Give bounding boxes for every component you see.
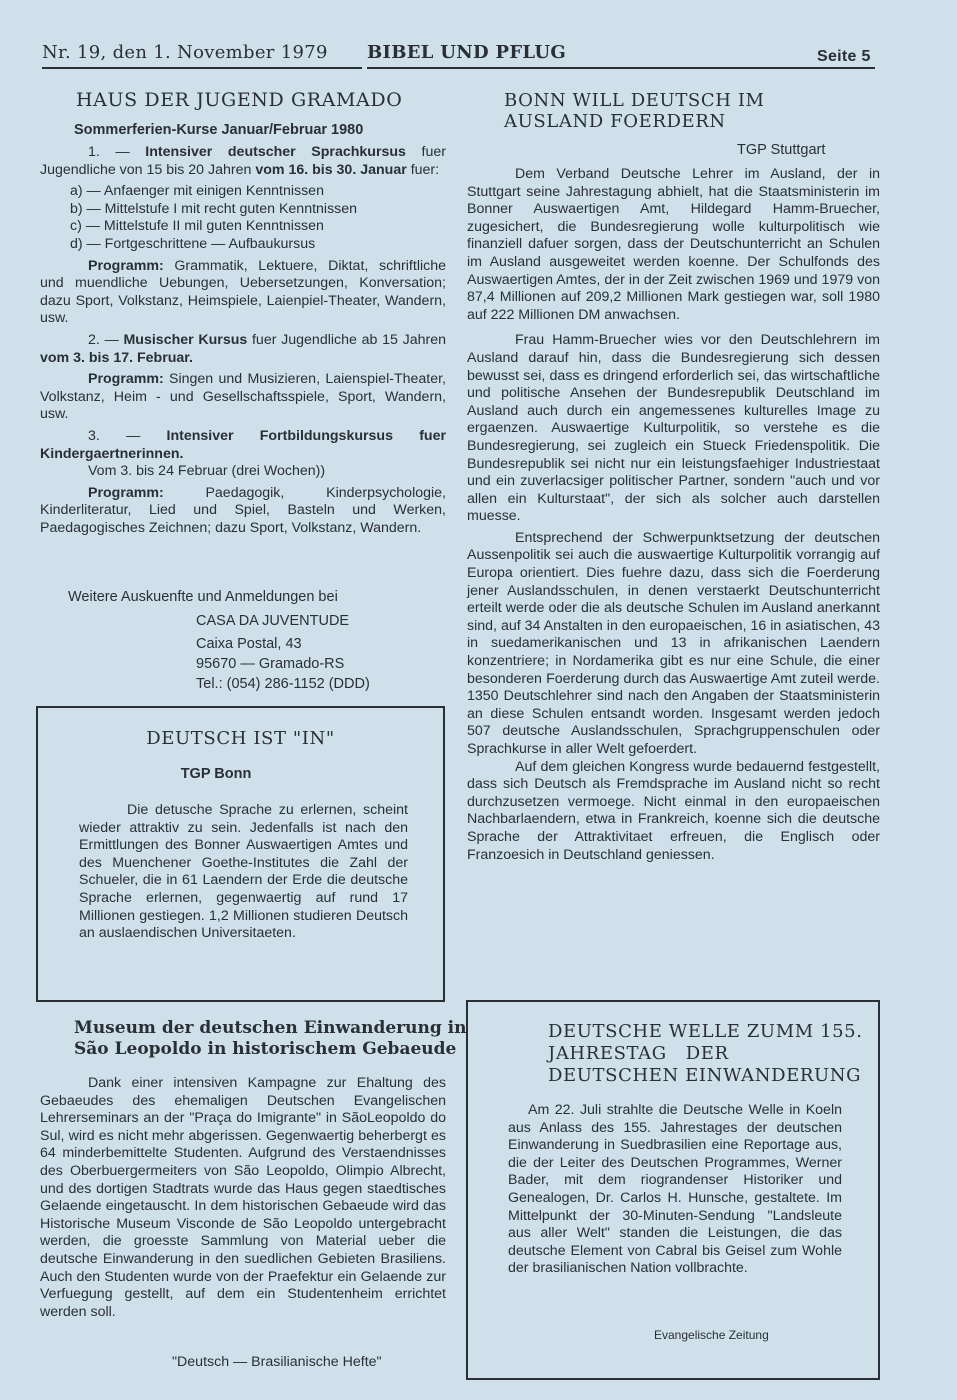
article-title: HAUS DER JUGEND GRAMADO [76,89,403,111]
box-border-left [466,1000,468,1380]
program-text: Singen und Musizieren, Laienspiel-Theater, Volkstanz, Heim - und Gesellschaftsspiele, Sport, Wandern, usw. [40,371,446,423]
course-3 [40,428,446,463]
program-2 [40,371,446,424]
bonn-body [467,166,880,864]
course-number: 2. — [88,331,124,348]
program-1 [40,258,446,328]
info-line: Weitere Auskuenfte und Anmeldungen bei [68,589,338,605]
address-line: CASA DA JUVENTUDE [196,613,350,629]
level-item: a) — Anfaenger mit einigen Kenntnissen [70,183,324,200]
address-line: Tel.: (054) 286-1152 (DDD) [196,676,370,692]
museum-text: Dank einer intensiven Kampagne zur Ehaltung des Gebaeudes des ehemaligen Deutschen Evangelischen Lehrerseminars an der "Praça do Imigrante" in SãoLeopoldo do Sul, wird es nicht mehr abgerissen. Gegenwaertig beherbergt es 64 minderbemittelte Studenten. Aufgrund des Verstaendnisses des Oberbuergermeiters von São Leopoldo, Olimpio Albrecht, und des dortigen Stadtrats wurde das Haus gegen staedtisches Gelaende eingetauscht. In dem historischen Gebaeude wird das Historische Museum Visconde de São Leopoldo untergebracht werden, die groesste Sammlung von Material ueber die deutsche Einwanderung in den suedlichen Gebieten Brasiliens. Auch den Studenten wurde von der Praefektur ein Gelaende zur Verfuegung gestellt, auf dem ein Studentenheim errichtet werden soll. [40,1075,446,1320]
bonn-paragraph: Entsprechend der Schwerpunktsetzung der deutschen Aussenpolitik sei auch die auswaertige Kulturpolitik vorrangig auf Europa orientiert. Dies fuehre dazu, dass sich die Foerderung jener Auslandsschulen, in denen verstaerkt Deutschunterricht erteilt werde oder die als deutsche Schulen im Ausland anerkannt sind, auf 34 Anstalten in den europaeischen, 16 in asiatischen, 43 in suedamerikanischen und 13 in afrikanischen Laendern konzentriere; in Nordamerika gibt es nur eine Schule, die einer besonderen Foerderung durch das Auswaertige Amt zuteil werde. 1350 Deutschlehrer sind nach den Angaben der Staatsministerin an diese Schulen entsandt worden. Insgesamt werden jedoch 507 deutsche Auslandsschulen, Sprachgruppenschulen oder Sprachkurse in aller Welt gefoerdert. [467,529,880,757]
bonn-paragraph: Auf dem gleichen Kongress wurde bedauernd festgestellt, dass sich Deutsch als Fremdsprache im Ausland nicht so recht durchzusetzen vermoege. Nicht einmal in den europaeischen Nachbarlaendern, etwa in Frankreich, koenne sich die deutsche Sprache der Attraktivitaet erfreuen, die Englisch oder Franzoesich in Deutschland geniessen. [467,758,880,863]
course-name: Intensiver deutscher Sprachkursus [145,144,406,160]
page-number: Seite 5 [817,48,871,65]
museum-body [40,1075,446,1321]
box-border-left [36,706,38,1002]
address-line: Caixa Postal, 43 [196,636,302,652]
course-number: 3. — [88,427,167,444]
level-item: d) — Fortgeschrittene — Aufbaukursus [70,235,316,252]
box-border-right [443,706,445,1002]
address-block [196,611,370,694]
program-text: Grammatik, Lektuere, Diktat, schriftliche und muendliche Uebungen, Uebersetzungen, Konversation; dazu Sport, Volkstanz, Heimspiele, Laienpiel-Theater, Wandern, usw. [40,257,446,327]
bonn-title-line: AUSLAND FOERDERN [504,111,726,132]
issue-date: Nr. 19, den 1. November 1979 [42,42,328,63]
welle-text: Am 22. Juli strahlte die Deutsche Welle in Koeln aus Anlass des 155. Jahrestages der deutschen Einwanderung in Suedbrasilien eine Reportage aus, die der Leiter des Deutschen Programmes, Werner Bader, mit dem riograndenser Historiker und Genealogen, Dr. Carlos H. Hunsche, gestaltete. Im Mittelpunkt der 30-Minuten-Sendung "Landsleute aus aller Welt" standen die Leistungen, die das deutsche Element von Cabral bis Geisel zum Wohle der brasilianischen Nation vollbrachte. [508,1102,842,1277]
course-dates: vom 3. bis 17. Februar. [40,349,193,366]
box-border-right [878,1000,880,1380]
level-item: c) — Mittelstufe II mil guten Kenntnissen [70,218,324,235]
address-line: 95670 — Gramado-RS [196,656,345,672]
bonn-paragraph: Dem Verband Deutsche Lehrer im Ausland, der in Stuttgart seine Jahrestagung abhielt, hat die Staatsministerin im Bonner Auswaertigen Amt, Hildegard Hamm-Bruecher, zugesichert, die Bundesregierung wolle kulturpolitisch wie finanziell dafuer sorgen, dass der Deutschunterricht an Schulen im Ausland ausgeweitet werden koenne. Der Schulfonds des Auswaertigen Amtes, der in der Zeit zwischen 1969 und 1979 von 87,4 Millionen auf 209,2 Millionen Mark gestiegen war, soll 1980 auf 222 Millionen DM anwachsen. [467,166,880,323]
welle-title-line: JAHRESTAG DER [548,1043,729,1064]
welle-title-line: DEUTSCHEN EINWANDERUNG [548,1065,862,1086]
level-item: b) — Mittelstufe I mit recht guten Kenntnissen [70,200,358,217]
box-title: DEUTSCH IST "IN" [146,728,335,749]
program-label: Programm: [88,257,164,274]
course-3-dates: Vom 3. bis 24 Februar (drei Wochen)) [88,463,326,480]
course-name: Musischer Kursus [123,331,248,348]
course-text: fuer Jugendliche von 15 bis 20 Jahren [40,144,446,178]
welle-title-line: DEUTSCHE WELLE ZUMM 155. [548,1021,863,1042]
box-text: Die detusche Sprache zu erlernen, scheint wieder attraktiv zu sein. Jedenfalls ist nach den Ermittlungen des Bonner Auswaertigen Amtes und des Muenchener Goethe-Institutes die Zahl der Schueler, die in 61 Laendern der Erde die deutsche Sprache erlernen, gegenwaertig auf rund 17 Millionen gestiegen. 1,2 Millionen studieren Deutsch an auslaendischen Universitaeten. [79,802,408,942]
program-label: Programm: [88,371,164,388]
museum-title-line: São Leopoldo in historischem Gebaeude [74,1039,457,1059]
museum-source: "Deutsch — Brasilianische Hefte" [172,1354,382,1370]
box-source: TGP Bonn [180,766,252,782]
bonn-title-line: BONN WILL DEUTSCH IM [504,90,765,111]
box-body [79,802,408,943]
museum-title [74,1018,467,1060]
bonn-paragraph: Frau Hamm-Bruecher wies vor den Deutschlehrern im Ausland darauf hin, dass die Bundesregierung sich dessen bewusst sei, dass es dringend erforderlich sei, das wirtschaftliche und politische Ansehen der Bundesrepublik Deutschland im Ausland auch durch ein angemessenes kulturelles Image zu ergaenzen. Auswaertige Kulturpolitik, so verstehe es die Bundesregierung, sei zugleich ein Stueck Friedenspolitik. Die Bundesrepublik sei nicht nur ein leistungsfaehiger Industriestaat und ein zuverlacsiger politischer Partner, sondern "auch und vor allen ein Kulturstaat", der sich als solcher auch darstellen muesse. [467,332,880,525]
program-text: Paedagogik, Kinderpsychologie, Kinderliteratur, Lied und Spiel, Basteln und Werken, Paedagogisches Zeichnen; dazu Sport, Volkstanz, Wandern. [40,484,446,536]
course-dates: vom 16. bis 30. Januar [255,161,407,178]
bonn-title [504,90,765,132]
program-label: Programm: [88,484,164,501]
museum-title-line: Museum der deutschen Einwanderung in [74,1018,467,1038]
publication-name: BIBEL UND PFLUG [367,42,567,63]
bonn-source: TGP Stuttgart [737,142,826,158]
course-2 [40,332,446,367]
box-border-bottom [466,1378,880,1380]
box-border-bottom [36,1000,445,1002]
box-border-top [466,1000,880,1002]
welle-body [508,1102,842,1278]
welle-source: Evangelische Zeitung [654,1328,769,1342]
course-1 [40,144,446,179]
header-rule [42,67,362,69]
course-text: fuer Jugendliche ab 15 Jahren [247,331,447,348]
course-name: Intensiver Fortbildungskursus fuer Kindergaertnerinnen. [40,427,447,462]
welle-title [548,1021,863,1087]
article-subtitle: Sommerferien-Kurse Januar/Februar 1980 [74,122,364,138]
course-text: fuer: [406,161,440,178]
haus-article-body [40,144,446,537]
course-number: 1. — [88,144,146,160]
program-3 [40,485,446,538]
box-border-top [36,706,445,708]
header-rule [367,67,875,69]
